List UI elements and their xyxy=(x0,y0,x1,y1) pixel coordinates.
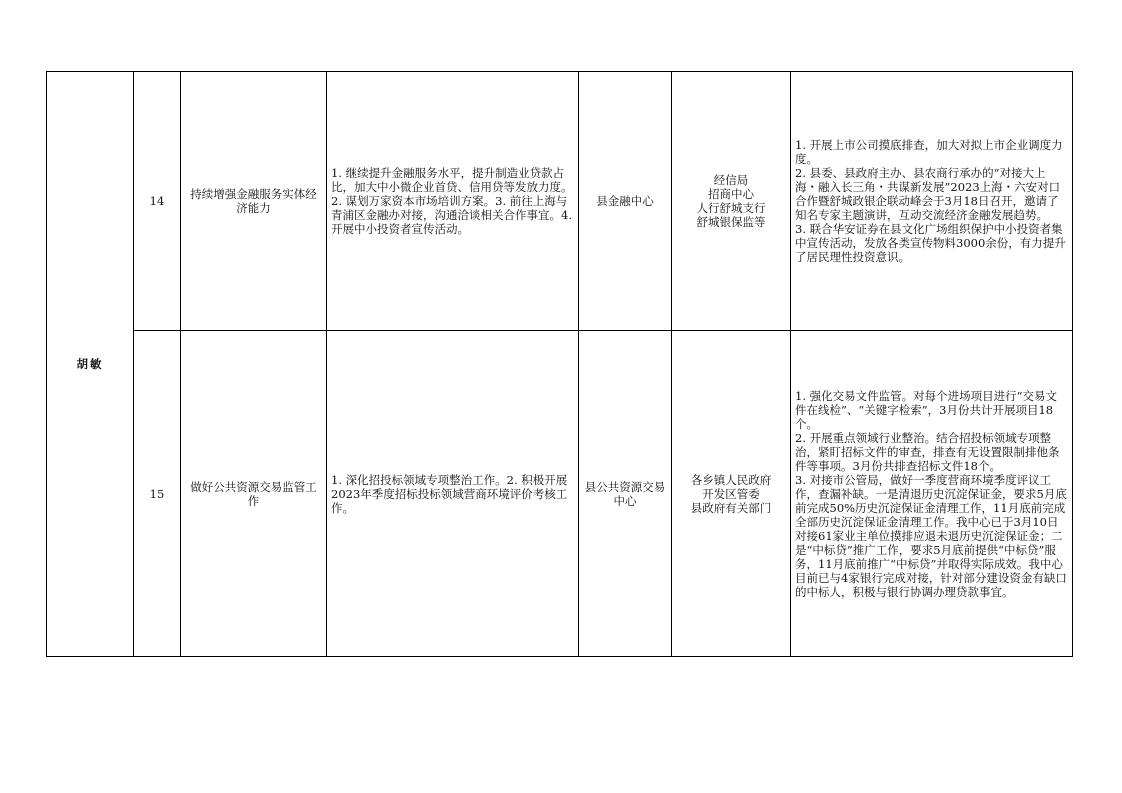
progress-item: 3. 对接市公管局，做好一季度营商环境季度评议工作，查漏补缺。一是清退历史沉淀保证金，要求5月底前完成50%历史沉淀保证金清理工作，11月底前完成全部历史沉淀保证金清理工作。我中心已于3月10日对接61家业主单位摸排应退未退历史沉淀保证金；二是“中标贷”推广工作，要求5月底前提供“中标贷”服务，11月底前推广“中标贷”并取得实际成效。我中心目前已与4家银行完成对接，针对部分建设资金有缺口的中标人，积极与银行协调办理贷款事宜。 xyxy=(795,472,1067,599)
progress-item: 3. 联合华安证券在县文化广场组织保护中小投资者集中宣传活动，发放各类宣传物料3000余份，有力提升了居民理性投资意识。 xyxy=(795,222,1066,264)
cooperating-unit: 招商中心 xyxy=(708,187,754,201)
task-name: 持续增强金融服务实体经济能力 xyxy=(181,72,327,331)
lead-unit: 县金融中心 xyxy=(579,72,672,331)
responsible-person: 胡敏 xyxy=(47,72,134,657)
cooperating-unit: 人行舒城支行 xyxy=(696,201,766,215)
cooperating-unit: 舒城银保监等 xyxy=(696,215,766,229)
progress-item: 2. 开展重点领域行业整治。结合招投标领域专项整治，紧盯招标文件的审查，排查有无设置限制排他条件等事项。3月份共排查招标文件18个。 xyxy=(795,430,1060,473)
task-measures: 1. 深化招投标领域专项整治工作。2. 积极开展2023年季度招标投标领域营商环境评价考核工作。 xyxy=(327,331,579,657)
task-measures: 1. 继续提升金融服务水平，提升制造业贷款占比，加大中小微企业首贷、信用贷等发放力度。2. 谋划万家资本市场培训方案。3. 前往上海与青浦区金融办对接，沟通洽谈相关合作事宜。4. 开展中小投资者宣传活动。 xyxy=(327,72,579,331)
task-name: 做好公共资源交易监管工作 xyxy=(181,331,327,657)
cooperating-unit: 县政府有关部门 xyxy=(690,500,772,515)
table-row xyxy=(47,331,1073,657)
work-task-table xyxy=(46,71,1073,657)
cooperating-units xyxy=(672,72,791,331)
cooperating-units xyxy=(672,331,791,657)
cooperating-unit: 经信局 xyxy=(713,173,749,187)
row-number: 15 xyxy=(134,331,181,657)
progress-details xyxy=(791,72,1073,331)
row-number: 14 xyxy=(134,72,181,331)
cooperating-unit: 各乡镇人民政府 xyxy=(690,472,772,487)
table-row xyxy=(47,72,1073,331)
progress-item: 1. 开展上市公司摸底排查，加大对拟上市企业调度力度。 xyxy=(795,138,1063,166)
cooperating-unit: 开发区管委 xyxy=(702,486,760,501)
progress-details xyxy=(791,331,1073,657)
progress-item: 2. 县委、县政府主办、县农商行承办的“对接大上海・融入长三角・共谋新发展”2023上海・六安对口合作暨舒城政银企联动峰会于3月18日召开，邀请了知名专家主题演讲，互动交流经济金融发展趋势。 xyxy=(795,166,1061,222)
progress-item: 1. 强化交易文件监管。对每个进场项目进行“交易文件在线检”、“关键字检索”，3月份共计开展项目18个。 xyxy=(795,388,1058,431)
lead-unit: 县公共资源交易中心 xyxy=(579,331,672,657)
